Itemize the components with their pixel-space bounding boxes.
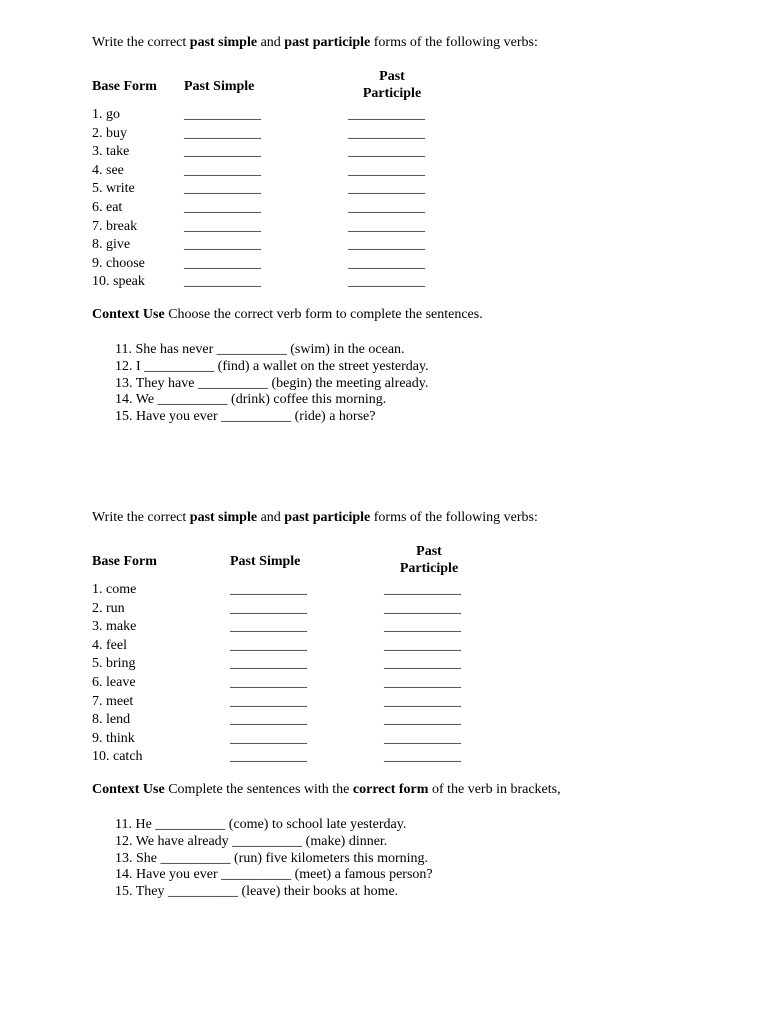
- past-simple-blank[interactable]: ___________: [184, 274, 261, 290]
- verb-row: [92, 255, 732, 274]
- base-form-cell: 4. feel: [92, 637, 127, 653]
- verb-row: [92, 674, 732, 693]
- header-base-form: Base Form: [92, 79, 157, 94]
- context-instruction-1: Context Use Choose the correct verb form to complete the sentences.: [92, 306, 483, 322]
- past-participle-blank[interactable]: ___________: [384, 656, 461, 672]
- base-form-cell: 7. break: [92, 218, 138, 234]
- past-simple-blank[interactable]: ___________: [230, 582, 307, 597]
- sentence-item: 13. She __________ (run) five kilometers this morning.: [115, 850, 429, 866]
- base-form-cell: 1. come: [92, 582, 137, 597]
- verb-row: [92, 273, 732, 292]
- verb-row: [92, 581, 732, 600]
- base-form-cell: 1. go: [92, 107, 120, 122]
- past-simple-blank[interactable]: ___________: [230, 693, 307, 709]
- context-instruction-2: Context Use Complete the sentences with the correct form of the verb in brackets,: [92, 781, 561, 797]
- sentence-item: 14. Have you ever __________ (meet) a famous person?: [115, 867, 433, 883]
- base-form-cell: 10. speak: [92, 274, 145, 290]
- header-past-simple: Past Simple: [184, 79, 255, 94]
- past-participle-blank[interactable]: ___________: [384, 637, 461, 653]
- header-past-simple: Past Simple: [230, 554, 301, 569]
- verb-row: [92, 106, 732, 125]
- past-participle-blank[interactable]: ___________: [348, 255, 425, 271]
- base-form-cell: 2. buy: [92, 125, 127, 141]
- past-participle-blank[interactable]: ___________: [348, 274, 425, 290]
- past-simple-blank[interactable]: ___________: [230, 674, 307, 690]
- past-simple-blank[interactable]: ___________: [184, 218, 261, 234]
- table-header-1: [92, 68, 732, 106]
- table-header-2: [92, 543, 732, 581]
- past-participle-blank[interactable]: ___________: [348, 237, 425, 253]
- base-form-cell: 8. give: [92, 237, 131, 253]
- past-participle-blank[interactable]: ___________: [348, 125, 425, 141]
- sentence-item: 15. They __________ (leave) their books at home.: [115, 884, 399, 900]
- past-participle-blank[interactable]: ___________: [384, 749, 461, 765]
- past-simple-blank[interactable]: ___________: [230, 600, 307, 616]
- past-participle-blank[interactable]: ___________: [348, 199, 425, 215]
- past-participle-blank[interactable]: ___________: [384, 582, 461, 597]
- verb-row: [92, 125, 732, 144]
- verb-table-2: [92, 581, 732, 767]
- instruction-2: Write the correct past simple and past participle forms of the following verbs:: [92, 510, 538, 525]
- verb-row: [92, 600, 732, 619]
- base-form-cell: 10. catch: [92, 749, 143, 765]
- base-form-cell: 9. choose: [92, 255, 145, 271]
- past-participle-blank[interactable]: ___________: [348, 144, 425, 160]
- base-form-cell: 5. bring: [92, 656, 136, 672]
- verb-row: [92, 711, 732, 730]
- past-participle-blank[interactable]: ___________: [384, 619, 461, 635]
- sentence-list-1: [115, 342, 732, 426]
- past-simple-blank[interactable]: ___________: [184, 107, 261, 122]
- past-participle-blank[interactable]: ___________: [384, 674, 461, 690]
- sentence-list-2: [115, 817, 732, 901]
- sentence-item: 11. He __________ (come) to school late yesterday.: [115, 816, 407, 832]
- verb-row: [92, 637, 732, 656]
- exercise-section-2: [92, 509, 732, 901]
- base-form-cell: 6. eat: [92, 199, 123, 215]
- past-participle-blank[interactable]: ___________: [348, 181, 425, 197]
- verb-row: [92, 618, 732, 637]
- past-simple-blank[interactable]: ___________: [184, 199, 261, 215]
- verb-row: [92, 693, 732, 712]
- verb-row: [92, 162, 732, 181]
- past-participle-blank[interactable]: ___________: [348, 218, 425, 234]
- past-participle-blank[interactable]: ___________: [384, 600, 461, 616]
- base-form-cell: 4. see: [92, 162, 124, 178]
- base-form-cell: 7. meet: [92, 693, 134, 709]
- past-participle-blank[interactable]: ___________: [348, 162, 425, 178]
- base-form-cell: 3. take: [92, 144, 130, 160]
- base-form-cell: 3. make: [92, 619, 137, 635]
- verb-row: [92, 236, 732, 255]
- base-form-cell: 8. lend: [92, 712, 131, 728]
- verb-row: [92, 143, 732, 162]
- verb-row: [92, 180, 732, 199]
- instruction-1: Write the correct past simple and past participle forms of the following verbs:: [92, 35, 538, 50]
- past-simple-blank[interactable]: ___________: [184, 162, 261, 178]
- past-simple-blank[interactable]: ___________: [184, 144, 261, 160]
- verb-row: [92, 218, 732, 237]
- base-form-cell: 5. write: [92, 181, 135, 197]
- verb-table-1: [92, 106, 732, 292]
- past-simple-blank[interactable]: ___________: [184, 125, 261, 141]
- base-form-cell: 6. leave: [92, 674, 136, 690]
- past-simple-blank[interactable]: ___________: [230, 730, 307, 746]
- verb-row: [92, 655, 732, 674]
- past-simple-blank[interactable]: ___________: [184, 181, 261, 197]
- sentence-item: 11. She has never __________ (swim) in the ocean.: [115, 341, 405, 357]
- base-form-cell: 2. run: [92, 600, 125, 616]
- sentence-item: 12. We have already __________ (make) dinner.: [115, 833, 388, 849]
- verb-row: [92, 199, 732, 218]
- exercise-section-1: [92, 34, 732, 426]
- past-participle-blank[interactable]: ___________: [384, 730, 461, 746]
- past-participle-blank[interactable]: ___________: [348, 107, 425, 122]
- verb-row: [92, 730, 732, 749]
- sentence-item: 13. They have __________ (begin) the meeting already.: [115, 375, 429, 391]
- past-simple-blank[interactable]: ___________: [230, 619, 307, 635]
- past-simple-blank[interactable]: ___________: [184, 255, 261, 271]
- past-participle-blank[interactable]: ___________: [384, 693, 461, 709]
- past-participle-blank[interactable]: ___________: [384, 712, 461, 728]
- past-simple-blank[interactable]: ___________: [230, 749, 307, 765]
- past-simple-blank[interactable]: ___________: [230, 637, 307, 653]
- base-form-cell: 9. think: [92, 730, 135, 746]
- header-base-form: Base Form: [92, 554, 157, 569]
- verb-row: [92, 748, 732, 767]
- header-past-participle: Past Participle: [399, 544, 459, 576]
- sentence-item: 14. We __________ (drink) coffee this morning.: [115, 392, 387, 408]
- header-past-participle: Past Participle: [362, 69, 422, 101]
- sentence-item: 12. I __________ (find) a wallet on the street yesterday.: [115, 358, 429, 374]
- sentence-item: 15. Have you ever __________ (ride) a horse?: [115, 409, 376, 425]
- past-simple-blank[interactable]: ___________: [184, 237, 261, 253]
- past-simple-blank[interactable]: ___________: [230, 712, 307, 728]
- past-simple-blank[interactable]: ___________: [230, 656, 307, 672]
